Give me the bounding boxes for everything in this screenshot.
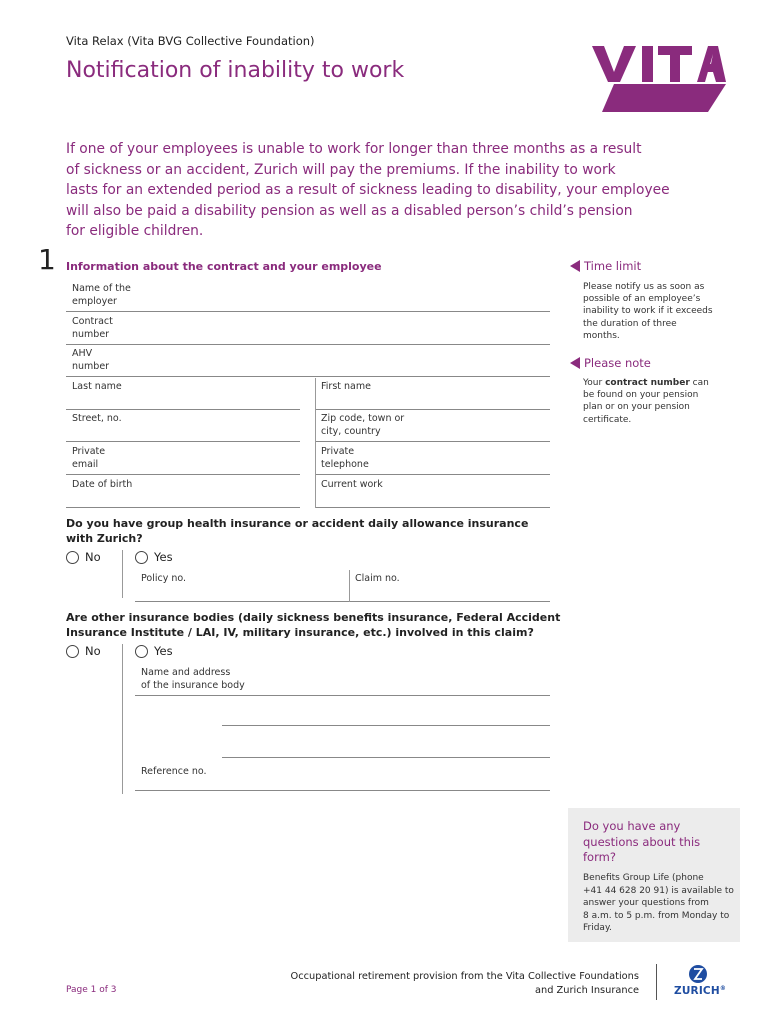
questions-heading-line: Do you have any	[583, 819, 681, 833]
note-bold: contract number	[605, 378, 690, 388]
label-line: Private	[321, 446, 355, 457]
reference-number-field[interactable]	[135, 759, 550, 791]
intro-line: for eligible children.	[66, 223, 204, 240]
private-telephone-field[interactable]	[315, 443, 550, 475]
current-work-field[interactable]	[315, 476, 550, 508]
label-line: AHV	[72, 348, 93, 359]
side-line	[583, 377, 709, 389]
side-line: be found on your pension	[583, 390, 699, 401]
private-telephone-label	[321, 446, 369, 471]
question-line: Are other insurance bodies (daily sickness benefits insurance, Federal Accident	[66, 611, 561, 624]
footer-divider	[656, 964, 657, 1000]
street-field[interactable]	[66, 410, 300, 442]
zip-label	[321, 413, 404, 438]
please-note-text	[583, 377, 709, 426]
current-work-label: Current work	[321, 479, 383, 490]
questions-line: Benefits Group Life (phone	[583, 873, 704, 883]
label-line: number	[72, 328, 110, 340]
time-limit-text	[583, 281, 713, 342]
q2-no-radio[interactable]	[66, 644, 101, 658]
q1-yes-radio[interactable]	[135, 550, 173, 564]
intro-paragraph	[66, 139, 706, 242]
q2-divider	[122, 644, 123, 794]
q2-yes-label: Yes	[154, 644, 173, 658]
triangle-left-icon	[570, 357, 580, 369]
label-line: telephone	[321, 458, 369, 470]
q2-yes-radio[interactable]	[135, 644, 173, 658]
time-limit-title: Time limit	[584, 259, 642, 273]
last-name-field[interactable]	[66, 378, 300, 410]
ahv-number-label	[72, 348, 109, 373]
questions-heading-line: questions about this	[583, 834, 701, 849]
radio-circle-icon	[135, 551, 148, 564]
q1-divider	[122, 550, 123, 598]
side-line: possible of an employee’s	[583, 294, 701, 305]
employer-name-field[interactable]	[66, 280, 550, 312]
section-heading: Information about the contract and your employee	[66, 260, 382, 273]
questions-heading	[583, 819, 700, 866]
footer-line: and Zurich Insurance	[535, 985, 639, 996]
zurich-wordmark	[674, 985, 726, 997]
intro-line: If one of your employees is unable to work for longer than three months as a result	[66, 141, 642, 157]
q1-no-label: No	[85, 550, 101, 564]
claim-number-label: Claim no.	[355, 573, 400, 584]
zip-field[interactable]	[315, 410, 550, 442]
label-line: Contract	[72, 316, 113, 327]
questions-line: answer your questions from	[583, 898, 709, 909]
first-name-field[interactable]	[315, 378, 550, 410]
intro-line: of sickness or an accident, Zurich will pay the premiums. If the inability to work	[66, 161, 616, 178]
ahv-number-field[interactable]	[66, 345, 550, 377]
label-line: employer	[72, 295, 117, 307]
please-note-title: Please note	[584, 356, 651, 370]
private-email-field[interactable]	[66, 443, 300, 475]
questions-text	[583, 872, 734, 935]
label-line: Private	[72, 446, 106, 457]
questions-line: +41 44 628 20 91) is available to	[583, 885, 734, 896]
questions-box	[568, 808, 740, 942]
side-line: plan or on your pension	[583, 402, 690, 413]
time-limit-heading	[570, 259, 641, 273]
q1-yes-label: Yes	[154, 550, 173, 564]
label-line: email	[72, 458, 99, 470]
note-pre: Your	[583, 378, 606, 388]
claim-number-field[interactable]	[349, 570, 550, 602]
field-divider	[315, 378, 316, 508]
label-line: of the insurance body	[141, 679, 245, 691]
question-group-insurance	[66, 516, 528, 546]
side-line: inability to work if it exceeds	[583, 306, 713, 317]
side-line: certificate.	[583, 414, 632, 425]
label-line: Name and address	[141, 667, 231, 678]
date-of-birth-label: Date of birth	[72, 479, 133, 490]
last-name-label: Last name	[72, 381, 122, 392]
insurance-body-field[interactable]	[135, 664, 550, 696]
first-name-label: First name	[321, 381, 371, 392]
questions-heading-line: form?	[583, 850, 616, 864]
employer-name-label	[72, 283, 131, 308]
please-note-heading	[570, 356, 651, 370]
zurich-logo	[672, 964, 728, 1000]
radio-circle-icon	[66, 551, 79, 564]
insurance-body-extra-line[interactable]	[222, 757, 550, 758]
side-line: the duration of three	[583, 318, 677, 329]
radio-circle-icon	[66, 645, 79, 658]
label-line: city, country	[321, 425, 381, 437]
q1-field-divider	[349, 570, 350, 602]
section-number: 1	[38, 243, 56, 276]
note-post: can	[689, 378, 709, 388]
zurich-registered: ®	[719, 985, 727, 992]
contract-number-field[interactable]	[66, 313, 550, 345]
label-line: Name of the	[72, 283, 131, 294]
radio-circle-icon	[135, 645, 148, 658]
questions-line: Friday.	[583, 923, 612, 934]
page-number: Page 1 of 3	[66, 985, 117, 995]
vita-logo	[592, 42, 726, 114]
insurance-body-extra-line[interactable]	[222, 725, 550, 726]
side-line: Please notify us as soon as	[583, 282, 705, 292]
question-line: Do you have group health insurance or accident daily allowance insurance	[66, 517, 529, 530]
document-title: Notification of inability to work	[66, 58, 405, 83]
intro-line: will also be paid a disability pension as well as a disabled person’s child’s pension	[66, 202, 633, 219]
questions-line: 8 a.m. to 5 p.m. from Monday to	[583, 910, 730, 921]
question-other-insurance	[66, 610, 560, 640]
date-of-birth-field[interactable]	[66, 476, 300, 508]
document-subtitle: Vita Relax (Vita BVG Collective Foundation)	[66, 34, 315, 48]
q1-no-radio[interactable]	[66, 550, 101, 564]
triangle-left-icon	[570, 260, 580, 272]
insurance-body-label	[141, 667, 245, 692]
footer-text	[280, 970, 639, 998]
label-line: number	[72, 360, 110, 372]
question-line: with Zurich?	[66, 532, 143, 545]
intro-line: lasts for an extended period as a result of sickness leading to disability, your employee	[66, 182, 670, 199]
private-email-label	[72, 446, 105, 471]
policy-number-label: Policy no.	[141, 573, 187, 584]
reference-number-label: Reference no.	[141, 766, 207, 777]
policy-number-field[interactable]	[135, 570, 349, 602]
label-line: Zip code, town or	[321, 413, 405, 424]
question-line: Insurance Institute / LAI, IV, military insurance, etc.) involved in this claim?	[66, 626, 534, 639]
street-label: Street, no.	[72, 413, 122, 424]
footer-line: Occupational retirement provision from the Vita Collective Foundations	[290, 971, 639, 982]
side-line: months.	[583, 330, 620, 341]
q2-no-label: No	[85, 644, 101, 658]
zurich-name: ZURICH	[674, 985, 720, 997]
contract-number-label	[72, 316, 113, 341]
